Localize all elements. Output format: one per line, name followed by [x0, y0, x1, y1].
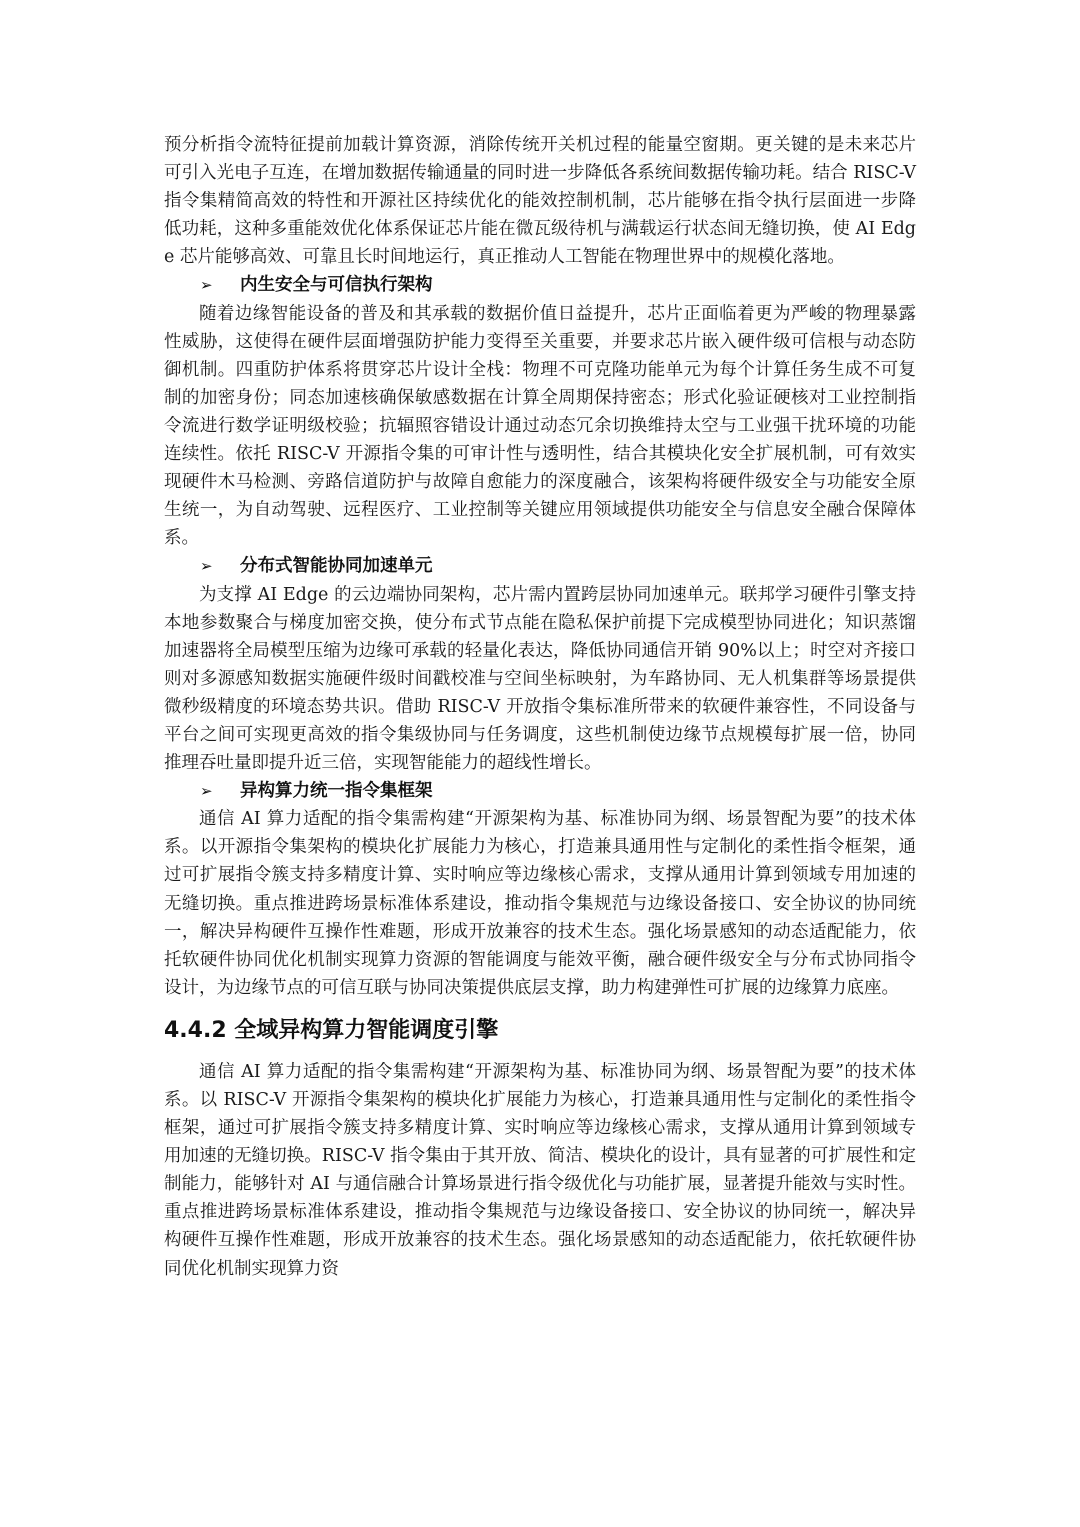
paragraph-intrinsic-security: 随着边缘智能设备的普及和其承载的数据价值日益提升，芯片正面临着更为严峻的物理暴露性威胁，这使得在硬件层面增强防护能力变得至关重要，并要求芯片嵌入硬件级可信根与动态防御机制。四重防护体系将贯穿芯片设计全栈：物理不可克隆功能单元为每个计算任务生成不可复制的加密身份；同态加速核确保敏感数据在计算全周期保持密态；形式化验证硬核对工业控制指令流进行数学证明级校验；抗辐照容错设计通过动态冗余切换维持太空与工业强干扰环境的功能连续性。依托 RISC-V 开源指令集的可审计性与透明性，结合其模块化安全扩展机制，可有效实现硬件木马检测、旁路信道防护与故障自愈能力的深度融合，该架构将硬件级安全与功能安全原生统一，为自动驾驶、远程医疗、工业控制等关键应用领域提供功能安全与信息安全融合保障体系。 — [164, 303, 916, 549]
paragraph-scheduling-engine: 通信 AI 算力适配的指令集需构建“开源架构为基、标准协同为纲、场景智配为要”的技术体系。以 RISC-V 开源指令集架构的模块化扩展能力为核心，打造兼具通用性与定制化的柔性指令框架，通过可扩展指令簇支持多精度计算、实时响应等边缘核心需求，支撑从通用计算到领域专用加速的无缝切换。RISC-V 指令集由于其开放、简洁、模块化的设计，具有显著的可扩展性和定制能力，能够针对 AI 与通信融合计算场景进行指令级优化与功能扩展，显著提升能效与实时性。重点推进跨场景标准体系建设，推动指令集规范与边缘设备接口、安全协议的协同统一，解决异构硬件互操作性难题，形成开放兼容的技术生态。强化场景感知的动态适配能力，依托软硬件协同优化机制实现算力资 — [164, 1061, 916, 1279]
paragraph-distributed-acceleration: 为支撑 AI Edge 的云边端协同架构，芯片需内置跨层协同加速单元。联邦学习硬件引擎支持本地参数聚合与梯度加密交换，使分布式节点能在隐私保护前提下完成模型协同进化；知识蒸馏加速器将全局模型压缩为边缘可承载的轻量化表达，降低协同通信开销 90%以上；时空对齐接口则对多源感知数据实施硬件级时间戳校准与空间坐标映射，为车路协同、无人机集群等场景提供微秒级精度的环境态势共识。借助 RISC-V 开放指令集标准所带来的软硬件兼容性，不同设备与平台之间可实现更高效的指令集级协同与任务调度，这些机制使边缘节点规模每扩展一倍，协同推理吞吐量即提升近三倍，实现智能能力的超线性增长。 — [164, 584, 916, 774]
document-page — [164, 131, 916, 1283]
paragraph-heterogeneous-isa: 通信 AI 算力适配的指令集需构建“开源架构为基、标准协同为纲、场景智配为要”的技术体系。以开源指令集架构的模块化扩展能力为核心，打造兼具通用性与定制化的柔性指令框架，通过可扩展指令簇支持多精度计算、实时响应等边缘核心需求，支撑从通用计算到领域专用加速的无缝切换。重点推进跨场景标准体系建设，推动指令集规范与边缘设备接口、安全协议的协同统一，解决异构硬件互操作性难题，形成开放兼容的技术生态。强化场景感知的动态适配能力，依托软硬件协同优化机制实现算力资源的智能调度与能效平衡，融合硬件级安全与分布式协同指令设计，为边缘节点的可信互联与协同决策提供底层支撑，助力构建弹性可扩展的边缘算力底座。 — [164, 809, 916, 998]
bullet-label: 分布式智能协同加速单元 — [240, 556, 433, 577]
arrow-bullet-icon: ➢ — [200, 557, 213, 576]
bullet-label: 异构算力统一指令集框架 — [240, 781, 433, 802]
section-heading-4-4-2: 4.4.2 全域异构算力智能调度引擎 — [164, 1017, 499, 1043]
paragraph-energy-efficiency: 预分析指令流特征提前加载计算资源，消除传统开关机过程的能量空窗期。更关键的是未来芯片可引入光电子互连，在增加数据传输通量的同时进一步降低各系统间数据传输功耗。结合 RISC-V 指令集精简高效的特性和开源社区持续优化的能效控制机制，芯片能够在指令执行层面进一步降低功耗，这种多重能效优化体系保证芯片能在微瓦级待机与满载运行状态间无缝切换，使 AI Edge 芯片能够高效、可靠且长时间地运行，真正推动人工智能在物理世界中的规模化落地。 — [164, 135, 916, 268]
arrow-bullet-icon: ➢ — [200, 782, 213, 801]
arrow-bullet-icon: ➢ — [200, 276, 213, 295]
bullet-heading-intrinsic-security — [164, 271, 916, 299]
bullet-label: 内生安全与可信执行架构 — [240, 275, 433, 296]
bullet-heading-distributed-acceleration — [164, 552, 916, 580]
bullet-heading-heterogeneous-isa — [164, 777, 916, 805]
